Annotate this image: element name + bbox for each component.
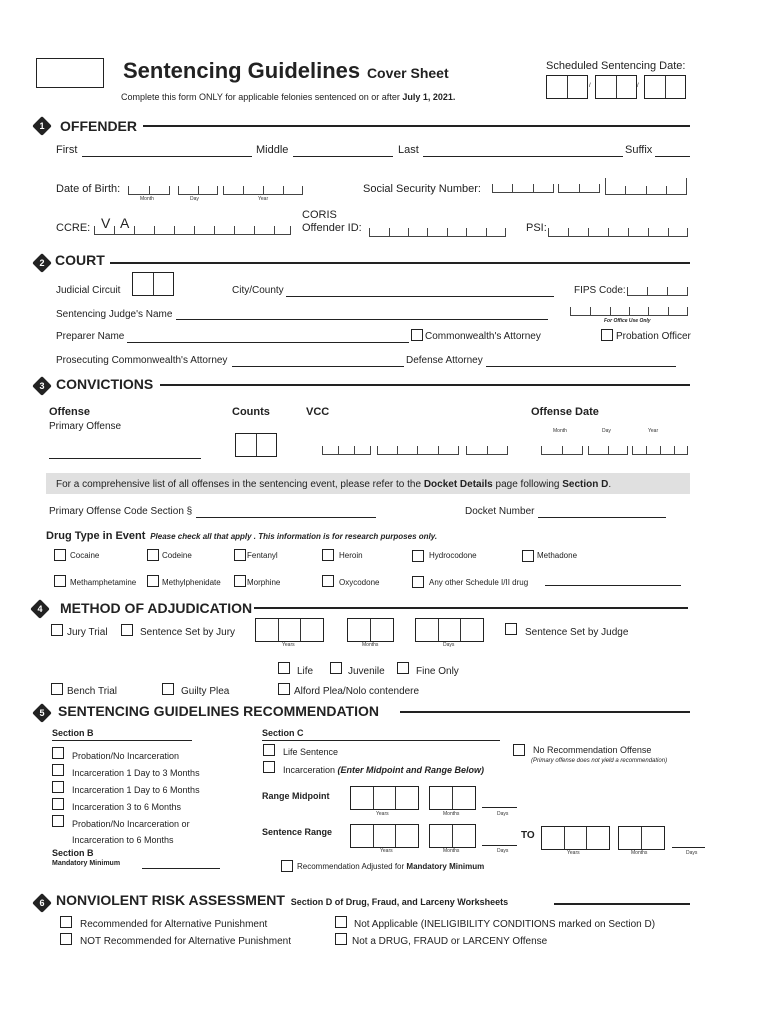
divider <box>110 262 690 264</box>
section-b-label-2: Section B <box>52 848 94 858</box>
midpoint-years-field[interactable] <box>350 786 419 810</box>
coris-label-line1: CORIS <box>302 209 337 221</box>
defense-label: Defense Attorney <box>406 355 483 366</box>
drug-type-heading <box>46 530 437 542</box>
drug-hydrocodone-label: Hydrocodone <box>429 551 477 560</box>
guilty-plea-checkbox[interactable] <box>162 683 174 695</box>
fine-only-label: Fine Only <box>416 666 459 677</box>
range-high-years-field[interactable] <box>541 826 610 850</box>
adjudication-heading: METHOD OF ADJUDICATION <box>60 600 253 616</box>
jury-years-caption: Years <box>282 642 295 648</box>
drug-type-note: Please check all that apply . This information is for research purposes only. <box>150 532 438 541</box>
no-recommendation-note: (Primary offense does not yield a recommendation) <box>531 758 668 764</box>
alford-plea-label: Alford Plea/Nolo contendere <box>294 686 420 697</box>
drug-other-label: Any other Schedule I/II drug <box>429 578 529 587</box>
section-number-2: 2 <box>32 253 52 273</box>
b-incarceration-3to6-label: Incarceration 3 to 6 Months <box>72 802 182 812</box>
guilty-plea-label: Guilty Plea <box>181 686 230 697</box>
range-low-months-caption: Months <box>443 848 460 854</box>
life-label: Life <box>297 666 314 677</box>
coris-id-field[interactable] <box>369 222 506 237</box>
drug-codeine-label: Codeine <box>162 551 192 560</box>
title-suffix: Cover Sheet <box>366 65 449 81</box>
range-low-months-field[interactable] <box>429 824 476 848</box>
adjusted-mandatory-minimum-label <box>297 862 484 871</box>
juvenile-checkbox[interactable] <box>330 662 342 674</box>
mandatory-minimum-label: Mandatory Minimum <box>52 860 121 867</box>
coris-label-line2: Offender ID: <box>302 222 362 234</box>
ssn-part1-field[interactable] <box>492 178 554 193</box>
office-use-caption: For Office Use Only <box>604 318 651 324</box>
range-high-months-field[interactable] <box>618 826 665 850</box>
code-section-field[interactable] <box>196 517 376 518</box>
dob-year-caption: Year <box>258 196 269 202</box>
docket-note-mid: page following <box>495 479 560 490</box>
form-title <box>123 58 449 84</box>
drug-oxycodone-label: Oxycodone <box>339 578 380 587</box>
sched-day-field[interactable] <box>595 75 637 99</box>
nra-not-applicable-checkbox[interactable] <box>335 916 347 928</box>
first-name-field[interactable] <box>82 156 252 157</box>
offense-month-caption: Month <box>553 428 567 434</box>
judge-sentence-label: Sentence Set by Judge <box>525 627 629 638</box>
city-county-label: City/County <box>232 285 284 296</box>
probation-officer-checkbox[interactable] <box>601 329 613 341</box>
section-number-6: 6 <box>32 893 52 913</box>
nra-not-recommended-label: NOT Recommended for Alternative Punishment <box>80 936 292 947</box>
c-life-sentence-label: Life Sentence <box>283 747 339 757</box>
b-probation-or-incarceration-checkbox[interactable] <box>52 815 64 827</box>
nra-not-applicable-label: Not Applicable (INELIGIBILITY CONDITIONS marked on Section D) <box>354 919 656 930</box>
drug-methamphetamine-label: Methamphetamine <box>70 578 137 587</box>
court-heading: COURT <box>55 252 105 268</box>
fips-code-field[interactable] <box>627 283 688 296</box>
jury-years-field[interactable] <box>255 618 324 642</box>
drug-oxycodone-checkbox[interactable] <box>322 575 334 587</box>
code-section-label: Primary Offense Code Section § <box>49 506 193 517</box>
range-high-days-caption: Days <box>686 850 698 856</box>
cwa-checkbox[interactable] <box>411 329 423 341</box>
probation-officer-label: Probation Officer <box>616 331 691 342</box>
b-incarceration-3m-checkbox[interactable] <box>52 764 64 776</box>
drug-hydrocodone-checkbox[interactable] <box>412 550 424 562</box>
dob-month-caption: Month <box>140 196 154 202</box>
drug-methylphenidate-label: Methylphenidate <box>162 578 221 587</box>
midpoint-years-caption: Years <box>376 811 389 817</box>
juvenile-label: Juvenile <box>348 666 385 677</box>
adjusted-prefix: Recommendation Adjusted for <box>297 862 405 871</box>
docket-note-end: . <box>608 479 612 490</box>
jury-months-caption: Months <box>362 642 379 648</box>
dob-month-field[interactable] <box>128 180 170 195</box>
adjusted-bold: Mandatory Minimum <box>406 862 485 871</box>
c-incarceration-checkbox[interactable] <box>263 761 275 773</box>
offense-day-field[interactable] <box>588 440 628 455</box>
range-high-days-field[interactable] <box>672 847 705 848</box>
drug-other-field[interactable] <box>545 585 681 586</box>
sched-year-field[interactable] <box>644 75 686 99</box>
nra-recommended-checkbox[interactable] <box>60 916 72 928</box>
jury-trial-label: Jury Trial <box>67 627 108 638</box>
judge-sentence-checkbox[interactable] <box>505 623 517 635</box>
primary-offense-label: Primary Offense <box>49 421 122 432</box>
drug-codeine-checkbox[interactable] <box>147 549 159 561</box>
jury-sentence-checkbox[interactable] <box>121 624 133 636</box>
psi-field[interactable] <box>548 222 688 237</box>
divider <box>160 384 690 386</box>
recommendation-heading: SENTENCING GUIDELINES RECOMMENDATION <box>58 703 379 719</box>
midpoint-months-caption: Months <box>443 811 460 817</box>
nra-not-recommended-checkbox[interactable] <box>60 933 72 945</box>
b-probation-label: Probation/No Incarceration <box>72 751 180 761</box>
fine-only-checkbox[interactable] <box>397 662 409 674</box>
midpoint-months-field[interactable] <box>429 786 476 810</box>
fips-label: FIPS Code: <box>574 285 626 296</box>
jury-months-field[interactable] <box>347 618 394 642</box>
drug-fentanyl-label: Fentanyl <box>247 551 278 560</box>
c-incarceration-label <box>283 765 484 775</box>
offense-month-field[interactable] <box>541 440 583 455</box>
b-incarceration-3to6-checkbox[interactable] <box>52 798 64 810</box>
drug-methadone-checkbox[interactable] <box>522 550 534 562</box>
instruction <box>121 92 455 102</box>
section-number-5: 5 <box>32 703 52 723</box>
c-incarceration-note: (Enter Midpoint and Range Below) <box>337 765 485 775</box>
range-to-label: TO <box>521 830 535 841</box>
bench-trial-label: Bench Trial <box>67 686 118 697</box>
ccre-label: CCRE: <box>56 222 91 234</box>
offense-year-caption: Year <box>648 428 659 434</box>
instruction-date: July 1, 2021. <box>402 92 456 102</box>
primary-offense-field[interactable] <box>49 458 201 459</box>
ssn-label: Social Security Number: <box>363 183 481 195</box>
divider <box>52 740 192 741</box>
ssn-part2-field[interactable] <box>558 178 600 193</box>
nra-not-drug-label: Not a DRUG, FRAUD or LARCENY Offense <box>352 936 548 947</box>
drug-morphine-label: Morphine <box>247 578 281 587</box>
b-probation-checkbox[interactable] <box>52 747 64 759</box>
life-checkbox[interactable] <box>278 662 290 674</box>
mandatory-minimum-field[interactable] <box>142 868 220 869</box>
section-b-label: Section B <box>52 728 94 738</box>
divider <box>554 903 690 905</box>
adjusted-mandatory-minimum-checkbox[interactable] <box>281 860 293 872</box>
judicial-circuit-label: Judicial Circuit <box>56 285 121 296</box>
judge-name-field[interactable] <box>176 319 548 320</box>
suffix-label: Suffix <box>625 144 653 156</box>
jury-days-field[interactable] <box>415 618 484 642</box>
docket-note-text: For a comprehensive list of all offenses in the sentencing event, please refer to the <box>56 479 422 490</box>
preparer-name-field[interactable] <box>127 342 409 343</box>
range-high-months-caption: Months <box>631 850 648 856</box>
dob-day-field[interactable] <box>178 180 218 195</box>
docket-note-bold2: Section D <box>562 479 609 490</box>
instruction-text: Complete this form ONLY for applicable felonies sentenced on or after <box>121 92 400 102</box>
drug-cocaine-checkbox[interactable] <box>54 549 66 561</box>
drug-heroin-label: Heroin <box>339 551 363 560</box>
nonviolent-subheading: Section D of Drug, Fraud, and Larceny Worksheets <box>290 897 509 907</box>
dob-day-caption: Day <box>190 196 199 202</box>
preparer-label: Preparer Name <box>56 331 125 342</box>
vcc-part2-field[interactable] <box>377 440 459 455</box>
offender-heading: OFFENDER <box>60 118 137 134</box>
range-high-years-caption: Years <box>567 850 580 856</box>
drug-morphine-checkbox[interactable] <box>234 575 246 587</box>
counts-field[interactable] <box>235 433 277 457</box>
last-label: Last <box>398 144 419 156</box>
convictions-heading: CONVICTIONS <box>56 376 154 392</box>
ccre-v: V <box>101 215 111 231</box>
range-low-days-caption: Days <box>497 848 509 854</box>
offense-col: Offense <box>49 406 90 418</box>
drug-cocaine-label: Cocaine <box>70 551 100 560</box>
form-id-box[interactable] <box>36 58 104 88</box>
nra-recommended-label: Recommended for Alternative Punishment <box>80 919 268 930</box>
vcc-part1-field[interactable] <box>322 440 371 455</box>
b-probation-or-incarceration-label2: Incarceration to 6 Months <box>72 835 174 845</box>
judge-name-label: Sentencing Judge's Name <box>56 309 173 320</box>
suffix-field[interactable] <box>655 156 690 157</box>
judicial-circuit-field[interactable] <box>132 272 174 296</box>
ccre-a: A <box>120 215 130 231</box>
bench-trial-checkbox[interactable] <box>51 683 63 695</box>
defense-field[interactable] <box>486 366 676 367</box>
last-name-field[interactable] <box>423 156 623 157</box>
nonviolent-heading: NONVIOLENT RISK ASSESSMENT <box>56 892 285 908</box>
b-incarceration-3m-label: Incarceration 1 Day to 3 Months <box>72 768 200 778</box>
drug-methylphenidate-checkbox[interactable] <box>147 575 159 587</box>
drug-methadone-label: Methadone <box>537 551 578 560</box>
drug-other-checkbox[interactable] <box>412 576 424 588</box>
middle-label: Middle <box>256 144 289 156</box>
divider <box>262 740 500 741</box>
no-recommendation-checkbox[interactable] <box>513 744 525 756</box>
range-midpoint-label: Range Midpoint <box>262 791 330 801</box>
docket-number-field[interactable] <box>538 517 666 518</box>
drug-fentanyl-checkbox[interactable] <box>234 549 246 561</box>
divider <box>143 125 690 127</box>
dob-year-field[interactable] <box>223 180 303 195</box>
nonviolent-heading-row <box>56 892 508 908</box>
drug-type-title: Drug Type in Event <box>46 530 146 542</box>
vcc-col: VCC <box>306 406 330 418</box>
divider <box>400 711 690 713</box>
docket-note <box>56 479 611 490</box>
jury-trial-checkbox[interactable] <box>51 624 63 636</box>
offense-year-field[interactable] <box>632 440 688 455</box>
nra-not-drug-checkbox[interactable] <box>335 933 347 945</box>
docket-number-label: Docket Number <box>465 506 535 517</box>
divider <box>254 607 688 609</box>
jury-sentence-label: Sentence Set by Jury <box>140 627 236 638</box>
c-incarceration-text: Incarceration <box>283 765 336 775</box>
section-number-4: 4 <box>30 599 50 619</box>
midpoint-days-field[interactable] <box>482 807 517 808</box>
no-recommendation-label: No Recommendation Offense <box>533 745 652 755</box>
ssn-part3-field[interactable] <box>605 178 687 195</box>
section-c-label: Section C <box>262 728 304 738</box>
docket-note-bold1: Docket Details <box>423 479 493 490</box>
dob-label: Date of Birth: <box>56 183 121 195</box>
b-probation-or-incarceration-label: Probation/No Incarceration or <box>72 819 190 829</box>
alford-plea-checkbox[interactable] <box>278 683 290 695</box>
cwa-label: Commonwealth's Attorney <box>425 331 541 342</box>
counts-col: Counts <box>232 406 270 418</box>
vcc-part3-field[interactable] <box>466 440 508 455</box>
sentence-range-label: Sentence Range <box>262 827 333 837</box>
section-number-3: 3 <box>32 376 52 396</box>
prosecuting-field[interactable] <box>232 366 404 367</box>
range-low-years-field[interactable] <box>350 824 419 848</box>
c-life-sentence-checkbox[interactable] <box>263 744 275 756</box>
range-low-days-field[interactable] <box>482 845 517 846</box>
drug-heroin-checkbox[interactable] <box>322 549 334 561</box>
drug-methamphetamine-checkbox[interactable] <box>54 575 66 587</box>
city-county-field[interactable] <box>286 296 554 297</box>
jury-days-caption: Days <box>443 642 455 648</box>
range-low-years-caption: Years <box>380 848 393 854</box>
offense-date-col: Offense Date <box>531 406 599 418</box>
section-number-1: 1 <box>32 116 52 136</box>
psi-label: PSI: <box>526 222 547 234</box>
midpoint-days-caption: Days <box>497 811 509 817</box>
scheduled-date-label: Scheduled Sentencing Date: <box>546 60 686 72</box>
sched-month-field[interactable] <box>546 75 588 99</box>
b-incarceration-6m-label: Incarceration 1 Day to 6 Months <box>72 785 200 795</box>
prosecuting-label: Prosecuting Commonwealth's Attorney <box>56 355 228 366</box>
title-main: Sentencing Guidelines <box>123 58 361 83</box>
offense-day-caption: Day <box>602 428 611 434</box>
first-label: First <box>56 144 78 156</box>
middle-name-field[interactable] <box>293 156 393 157</box>
b-incarceration-6m-checkbox[interactable] <box>52 781 64 793</box>
office-use-field <box>570 303 688 316</box>
